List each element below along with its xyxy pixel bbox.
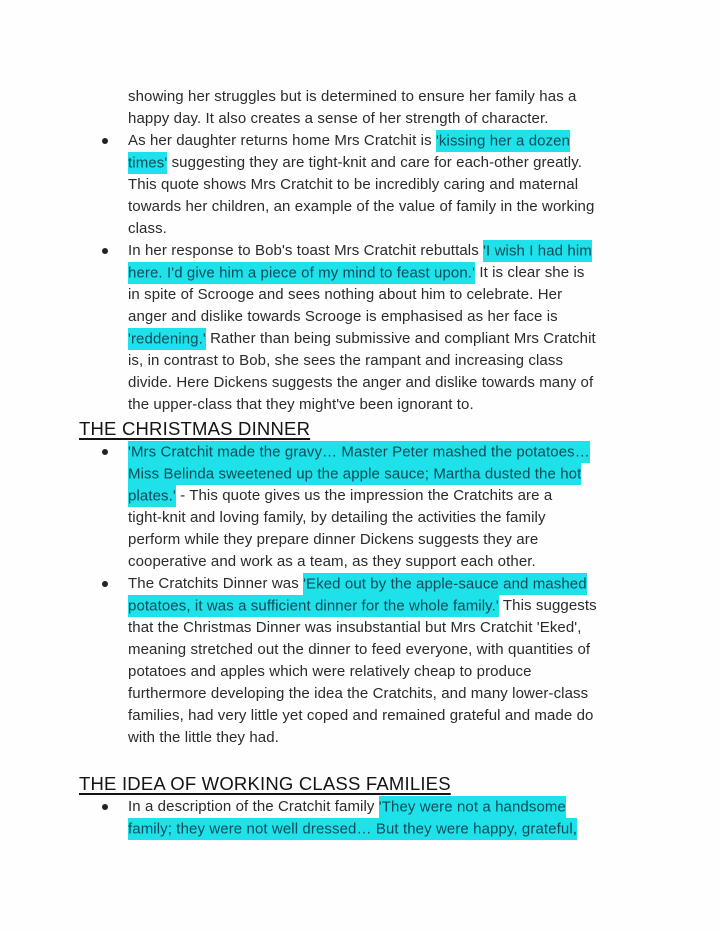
text-line (128, 485, 700, 507)
text-run: families, had very little yet coped and remained grateful and made do (128, 707, 594, 724)
bullet-item (128, 130, 700, 240)
text-line (128, 595, 700, 617)
text-run: - This quote gives us the impression the Cratchits are a (175, 487, 553, 504)
highlighted-quote: 'They were not a handsome (379, 796, 566, 818)
text-run: showing her struggles but is determined to ensure her family has a (128, 88, 577, 105)
bullet-item (128, 441, 700, 573)
highlighted-quote: potatoes, it was a sufficient dinner for the whole family.' (128, 595, 499, 617)
highlighted-quote: Miss Belinda sweetened up the apple sauce; Martha dusted the hot (128, 463, 581, 485)
text-run: happy day. It also creates a sense of her strength of character. (128, 110, 549, 127)
text-line (128, 705, 700, 727)
document-content (79, 86, 700, 840)
bullet-item (128, 240, 700, 416)
section-heading: THE CHRISTMAS DINNER (79, 418, 311, 439)
text-line (128, 507, 700, 529)
bullet-marker (102, 138, 108, 144)
text-run: anger and dislike towards Scrooge is emphasised as her face is (128, 308, 558, 325)
text-line (128, 306, 700, 328)
text-line (128, 130, 700, 152)
text-line (128, 240, 700, 262)
text-run: the upper-class that they might've been ignorant to. (128, 396, 474, 413)
text-run: It is clear she is (475, 264, 585, 281)
paragraph-block (128, 86, 700, 130)
text-line (128, 152, 700, 174)
blank-line (128, 749, 700, 771)
highlighted-quote: 'Mrs Cratchit made the gravy… Master Peter mashed the potatoes… (128, 441, 590, 463)
text-line (128, 573, 700, 595)
text-run: with the little they had. (128, 729, 279, 746)
text-line (128, 463, 700, 485)
text-run: perform while they prepare dinner Dickens suggests they are (128, 531, 539, 548)
bullet-marker (102, 449, 108, 455)
bullet-marker (102, 248, 108, 254)
text-run: This quote shows Mrs Cratchit to be incredibly caring and maternal (128, 176, 579, 193)
text-line (128, 551, 700, 573)
bullet-marker (102, 804, 108, 810)
highlighted-quote: here. I'd give him a piece of my mind to feast upon.' (128, 262, 475, 284)
highlighted-quote: 'I wish I had him (483, 240, 592, 262)
bullet-item (128, 573, 700, 749)
text-line (128, 441, 700, 463)
text-run: In a description of the Cratchit family (128, 798, 379, 815)
text-run: cooperative and work as a team, as they support each other. (128, 553, 536, 570)
text-run: class. (128, 220, 167, 237)
text-line (128, 218, 700, 240)
text-run: towards her children, an example of the value of family in the working (128, 198, 595, 215)
text-line (128, 86, 700, 108)
text-line (128, 727, 700, 749)
text-line (128, 350, 700, 372)
text-run: In her response to Bob's toast Mrs Cratchit rebuttals (128, 242, 484, 259)
text-run: that the Christmas Dinner was insubstantial but Mrs Cratchit 'Eked', (128, 619, 582, 636)
text-run: The Cratchits Dinner was (128, 575, 304, 592)
text-line (128, 683, 700, 705)
text-run: in spite of Scrooge and sees nothing about him to celebrate. Her (128, 286, 563, 303)
highlighted-quote: 'reddening.' (128, 328, 206, 350)
text-run: This suggests (498, 597, 597, 614)
text-line (128, 617, 700, 639)
text-run: tight-knit and loving family, by detailing the activities the family (128, 509, 546, 526)
text-run: Rather than being submissive and compliant Mrs Cratchit (205, 330, 596, 347)
text-run: meaning stretched out the dinner to feed everyone, with quantities of (128, 641, 591, 658)
text-line (128, 174, 700, 196)
text-line (128, 328, 700, 350)
text-line (128, 394, 700, 416)
text-line (128, 284, 700, 306)
text-run: is, in contrast to Bob, she sees the rampant and increasing class (128, 352, 564, 369)
text-line (128, 262, 700, 284)
highlighted-quote: 'kissing her a dozen (436, 130, 570, 152)
text-run: suggesting they are tight-knit and care for each-other greatly. (167, 154, 582, 171)
highlighted-quote: family; they were not well dressed… But they were happy, grateful, (128, 818, 577, 840)
highlighted-quote: times' (128, 152, 167, 174)
text-line (128, 661, 700, 683)
text-line (128, 639, 700, 661)
text-run: As her daughter returns home Mrs Cratchit is (128, 132, 436, 149)
text-run: potatoes and apples which were relatively cheap to produce (128, 663, 532, 680)
text-line (128, 196, 700, 218)
text-run: divide. Here Dickens suggests the anger and dislike towards many of (128, 374, 594, 391)
text-line (128, 529, 700, 551)
bullet-item (128, 796, 700, 840)
text-run: furthermore developing the idea the Cratchits, and many lower-class (128, 685, 589, 702)
highlighted-quote: plates.' (128, 485, 176, 507)
highlighted-quote: 'Eked out by the apple-sauce and mashed (303, 573, 587, 595)
text-line (128, 372, 700, 394)
text-line (128, 818, 700, 840)
text-line (128, 108, 700, 130)
section-heading: THE IDEA OF WORKING CLASS FAMILIES (79, 773, 451, 794)
text-line (128, 796, 700, 818)
bullet-marker (102, 581, 108, 587)
